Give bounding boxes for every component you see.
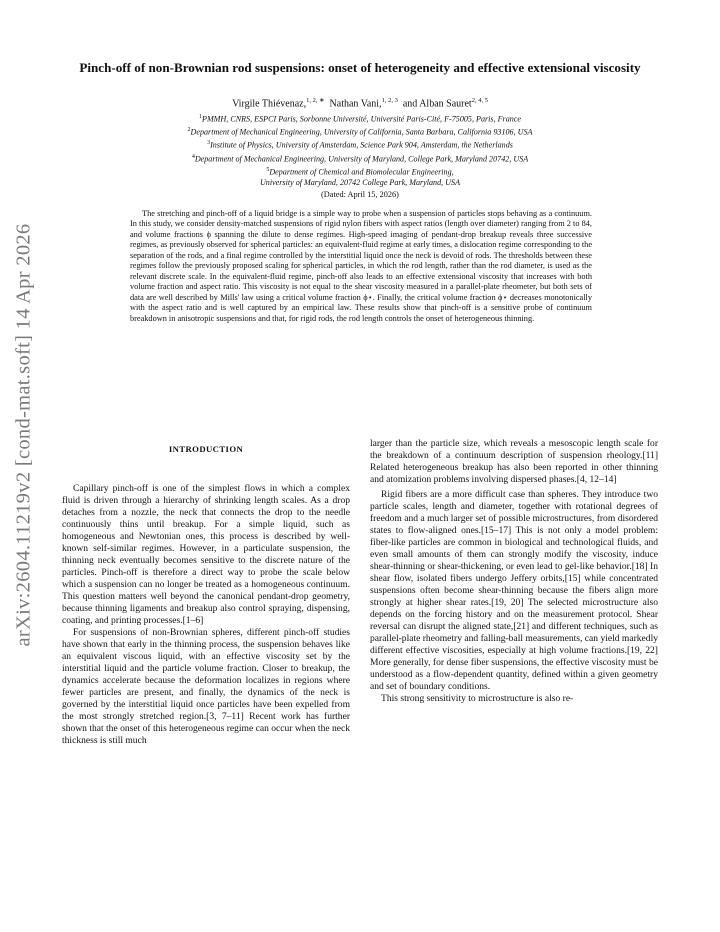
arxiv-identifier: arXiv:2604.11219v2 [cond-mat.soft] 14 Apr 2026 xyxy=(12,223,35,647)
affiliation-line xyxy=(62,138,658,151)
affiliation-text: PMMH, CNRS, ESPCI Paris, Sorbonne Université, Université Paris-Cité, F-75005, Paris, France xyxy=(202,114,521,124)
affiliation-text: Department of Mechanical Engineering, University of California, Santa Barbara, California 93106, USA xyxy=(190,127,533,137)
body-columns xyxy=(62,438,658,747)
paragraph: This strong sensitivity to microstructure is also re- xyxy=(381,693,574,704)
abstract: The stretching and pinch-off of a liquid bridge is a simple way to probe when a suspension of particles stops behaving as a continuum. In this study, we consider density-matched suspensions of rigid nylon fibers with aspect ratios (length over diameter) ranging from 2 to 84, and volume fractions ϕ spanning the dilute to dense regimes. High-speed imaging of pendant-drop breakup reveals three successive regimes, as previously observed for spherical particles: an equivalent-fluid regime at early times, a dislocation regime corresponding to the separation of the rods, and a final regime controlled by the interstitial liquid once the neck is devoid of rods. The thresholds between these regimes follow the previously proposed scaling for spherical particles, in which the rod length, rather than the rod diameter, is used as the relevant discrete scale. In the equivalent-fluid regime, pinch-off also leads to an effective extensional viscosity that increases with both volume fraction and aspect ratio. This viscosity is not equal to the shear viscosity measured in a parallel-plate rheometer, but both sets of data are well described by Mills' law using a critical volume fraction ϕ⋆. Finally, the critical volume fraction ϕ⋆ decreases monotonically with the aspect ratio and is well captured by an empirical law. These results show that pinch-off is a sensitive probe of continuum breakdown in anisotropic suspensions and that, for rigid rods, the rod length controls the onset of heterogeneous thinning. xyxy=(130,208,592,323)
affiliation-line xyxy=(62,125,658,138)
paragraph: For suspensions of non-Brownian spheres, different pinch-off studies have shown that early in the thinning process, the suspension behaves like an equivalent viscous liquid, with an effective viscosity set by the interstitial liquid and the particle volume fraction. Closer to breakup, the dynamics accelerate because the deformation localizes in regions where fewer particles are present, and finally, the dynamics of the neck is governed by the interstitial liquid once particles have been expelled from the most strongly stretched region.[3, 7–11] Recent work has further shown that the onset of this heterogeneous regime can occur when the neck thickness is still much xyxy=(62,627,350,746)
author-name: Virgile Thiévenaz, xyxy=(232,97,307,109)
author-list xyxy=(62,96,658,109)
paper-page xyxy=(62,60,658,746)
section-heading: INTRODUCTION xyxy=(168,444,244,454)
paragraph: Capillary pinch-off is one of the simplest flows in which a complex fluid is driven through a hierarchy of shrinking length scales. As a drop detaches from a nozzle, the neck that connects the drop to the needle continuously thins until breakup. For a simple liquid, such as homogeneous and Newtonian ones, this process is described by well-known self-similar regimes. However, in a particulate suspension, the thinning neck eventually becomes sensitive to the discrete nature of the particles. Pinch-off is therefore a direct way to probe the scale below which a suspension can no longer be treated as a homogeneous continuum. This question matters well beyond the canonical pendant-drop geometry, because thinning ligaments and breakup also control spraying, dispensing, coating, and printing processes.[1–6] xyxy=(62,483,350,626)
affiliation-marker: 3 xyxy=(207,140,211,147)
affiliation-marker: 2 xyxy=(187,127,191,134)
left-column xyxy=(62,438,350,747)
affiliation-line xyxy=(62,152,658,165)
affiliation-marker: 4 xyxy=(191,153,195,160)
author-name: Nathan Vani, xyxy=(329,97,382,109)
paragraph: Rigid fibers are a more difficult case than spheres. They introduce two particle scales, length and diameter, together with rotational degrees of freedom and a much larger set of possible microstructures, from disordered states to flow-aligned ones.[15–17] This is not only a model problem: fiber-like particles are common in biological and technological fluids, and even small amounts of them can strongly modify the viscosity, induce shear-thinning or shear-thickening, or even lead to gel-like behavior.[18] In shear flow, isolated fibers undergo Jeffery orbits,[15] while concentrated suspensions often become shear-thinning because the fibers align more strongly at higher shear rates.[19, 20] The selected microstructure also depends on the forcing history and on the measurement protocol. Shear reversal can disrupt the aligned state,[21] and different techniques, such as parallel-plate rheometry and falling-ball measurements, can yield markedly different effective viscosities, especially at high volume fractions.[19, 22] More generally, for dense fiber suspensions, the effective viscosity must be understood as a flow-dependent quantity, defined within a given geometry and set of boundary conditions. xyxy=(370,489,658,692)
affiliation-text: Department of Mechanical Engineering, University of Maryland, College Park, Maryland 20742, USA xyxy=(194,154,529,164)
paragraph: larger than the particle size, which reveals a mesoscopic length scale for the breakdown of a continuum description of suspension rheology.[11] Related heterogeneous breakup has also been reported in other thinning and atomization problems involving dispersed phases.[4, 12–14] xyxy=(370,438,658,485)
affiliation-text: Institute of Physics, University of Amsterdam, Science Park 904, Amsterdam, the Netherlands xyxy=(210,141,513,151)
affiliation-marker: 1 xyxy=(199,113,202,120)
affiliation-text: Department of Chemical and Biomolecular Engineering, xyxy=(269,167,454,177)
right-column xyxy=(370,438,658,747)
paper-title: Pinch-off of non-Brownian rod suspensions: onset of heterogeneity and effective extensional viscosity xyxy=(79,60,641,75)
author-name: and Alban Sauret xyxy=(402,97,472,109)
affiliation-line xyxy=(62,112,658,125)
author-affil-marker: 2, 4, 5 xyxy=(471,96,488,104)
affiliation-list xyxy=(62,112,658,189)
affiliation-line xyxy=(62,165,658,178)
date-line: (Dated: April 15, 2026) xyxy=(321,189,399,199)
affiliation-text: University of Maryland, 20742 College Park, Maryland, USA xyxy=(259,178,461,188)
arxiv-sidebar xyxy=(2,225,46,645)
author-affil-marker: 1, 2, 3 xyxy=(381,96,398,104)
affiliation-marker: 5 xyxy=(266,166,270,173)
affiliation-line xyxy=(62,178,658,189)
author-affil-marker: 1, 2, ∗ xyxy=(306,96,325,104)
